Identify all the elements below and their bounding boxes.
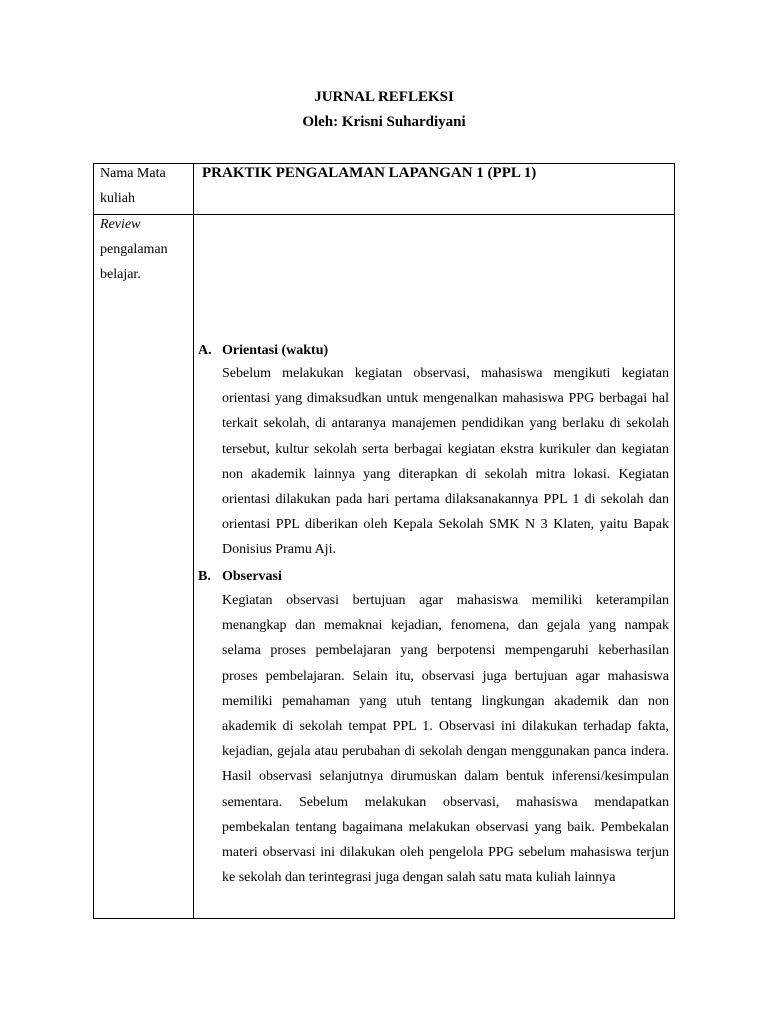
section-b-title: Observasi bbox=[222, 569, 282, 584]
document-title: JURNAL REFLEKSI bbox=[314, 89, 454, 105]
course-name-value: PRAKTIK PENGALAMAN LAPANGAN 1 (PPL 1) bbox=[202, 165, 537, 181]
column-divider bbox=[193, 164, 194, 918]
review-label-italic: Review bbox=[100, 217, 141, 232]
section-b-body: Kegiatan observasi bertujuan agar mahasiswa memiliki keterampilan menangkap dan memaknai kejadian, fenomena, dan gejala yang nampak selama proses pembelajaran yang berpotensi mempengaruhi keberhasilan proses pembelajaran. Selain itu, observasi juga bertujuan agar mahasiswa memiliki pemahaman yang utuh tentang lingkungan akademik dan non akademik di sekolah tempat PPL 1. Observasi ini dilakukan terhadap fakta, kejadian, gejala atau perubahan di sekolah dengan menggunakan panca indera. Hasil observasi selanjutnya dirumuskan dalam bentuk inferensi/kesimpulan sementara. Sebelum melakukan observasi, mahasiswa mendapatkan pembekalan tentang bagaimana melakukan observasi yang baik. Pembekalan materi observasi ini dilakukan oleh pengelola PPG sebelum mahasiswa terjun ke sekolah dan terintegrasi juga dengan salah satu mata kuliah lainnya bbox=[222, 593, 669, 886]
course-name-label: Nama Mata kuliah bbox=[100, 166, 166, 206]
section-b-letter: B. bbox=[198, 569, 211, 584]
section-a-body: Sebelum melakukan kegiatan observasi, mahasiswa mengikuti kegiatan orientasi yang dimaksudkan untuk mengenalkan mahasiswa PPG berbagai hal terkait sekolah, di antaranya manajemen pendidikan yang berlaku di sekolah tersebut, kultur sekolah serta berbagai kegiatan ekstra kurikuler dan kegiatan non akademik lainnya yang diterapkan di sekolah mitra lokasi. Kegiatan orientasi dilakukan pada hari pertama dilaksanakannya PPL 1 di sekolah dan orientasi PPL diberikan oleh Kepala Sekolah SMK N 3 Klaten, yaitu Bapak Donisius Pramu Aji. bbox=[222, 366, 669, 558]
section-a-title: Orientasi (waktu) bbox=[222, 343, 329, 358]
review-label bbox=[100, 212, 190, 287]
author-line: Oleh: Krisni Suhardiyani bbox=[302, 114, 466, 130]
section-a-letter: A. bbox=[198, 343, 212, 358]
review-label-rest: pengalaman belajar. bbox=[100, 242, 168, 282]
reflection-table bbox=[93, 163, 675, 919]
